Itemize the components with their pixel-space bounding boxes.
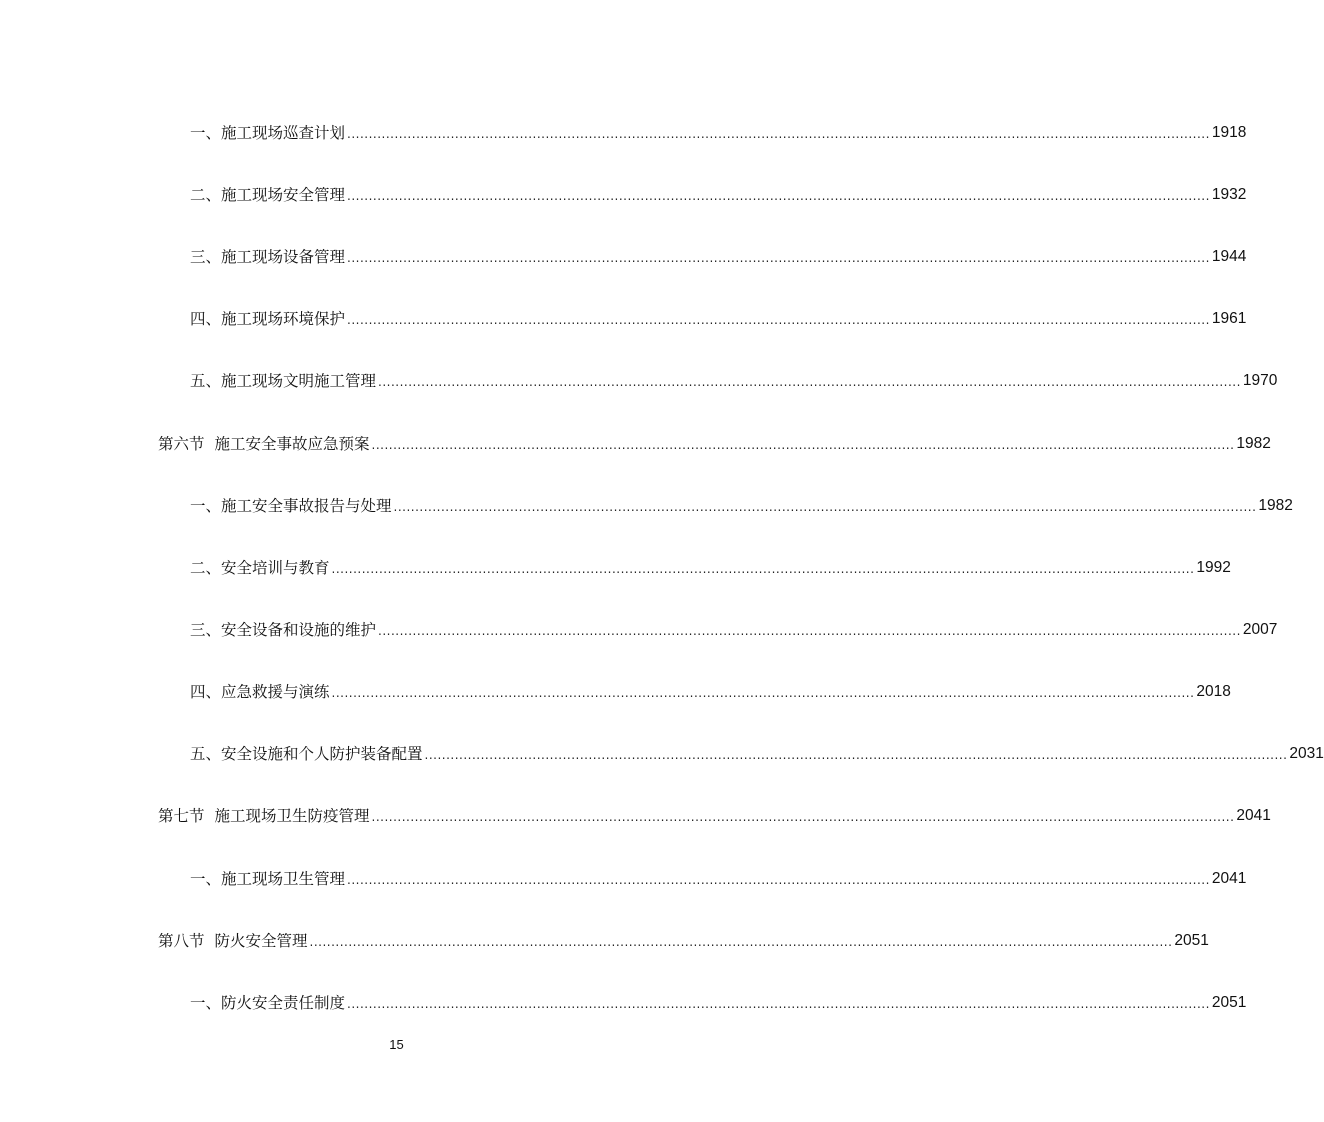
toc-entry[interactable]	[190, 989, 1247, 1013]
page-number: 15	[389, 1037, 404, 1052]
toc-entry-page: 2031	[1289, 745, 1324, 762]
toc-entry-title: 施工现场卫生防疫管理	[214, 807, 370, 825]
toc-entry[interactable]	[190, 119, 1247, 143]
toc-entry-prefix: 四、	[190, 310, 222, 328]
toc-entry-page: 2051	[1211, 994, 1247, 1011]
toc-entry-title: 施工现场卫生管理	[221, 870, 346, 888]
toc-entry-prefix: 三、	[190, 248, 222, 266]
toc-entry-page: 1932	[1211, 186, 1247, 203]
toc-entry-page: 1982	[1236, 435, 1271, 452]
toc-entry-title: 施工安全事故应急预案	[214, 435, 370, 453]
toc-entry-title: 施工现场设备管理	[221, 248, 346, 266]
toc-entry-page: 1992	[1196, 559, 1231, 576]
toc-entry-title: 施工现场巡查计划	[221, 124, 346, 142]
toc-entry-page: 1970	[1242, 372, 1278, 389]
dot-leader: ........................................................................................................................................................................................................	[424, 748, 1288, 762]
toc-entry-page: 2018	[1196, 683, 1231, 700]
toc-entry[interactable]	[190, 492, 1293, 516]
toc-entry-title: 施工安全事故报告与处理	[221, 497, 392, 515]
toc-entry-prefix: 二、	[190, 559, 222, 577]
toc-entry-prefix: 四、	[190, 683, 222, 701]
toc-entry[interactable]	[190, 305, 1247, 329]
toc-entry-prefix: 三、	[190, 621, 222, 639]
dot-leader: ........................................................................................................................................................................................................	[347, 251, 1210, 265]
toc-entry-title: 防火安全责任制度	[221, 994, 346, 1012]
toc-entry[interactable]	[190, 740, 1324, 764]
dot-leader: ........................................................................................................................................................................................................	[347, 313, 1210, 327]
toc-section-entry[interactable]	[158, 430, 1271, 454]
toc-entry-prefix: 一、	[190, 870, 222, 888]
toc-entry-prefix: 一、	[190, 124, 222, 142]
toc-entry[interactable]	[190, 367, 1278, 391]
toc-entry-page: 1918	[1211, 124, 1247, 141]
toc-entry-prefix: 第六节	[158, 435, 205, 453]
toc-entry[interactable]	[190, 678, 1231, 702]
dot-leader: ........................................................................................................................................................................................................	[309, 935, 1173, 949]
toc-entry-prefix: 二、	[190, 186, 222, 204]
dot-leader: ........................................................................................................................................................................................................	[371, 810, 1235, 824]
toc-entry[interactable]	[190, 865, 1247, 889]
toc-entry-page: 1982	[1258, 497, 1293, 514]
toc-entry[interactable]	[190, 554, 1231, 578]
toc-section-entry[interactable]	[158, 802, 1271, 826]
toc-entry-page: 1944	[1211, 248, 1247, 265]
toc-entry-prefix: 一、	[190, 497, 222, 515]
toc-section-entry[interactable]	[158, 927, 1209, 951]
dot-leader: ........................................................................................................................................................................................................	[347, 873, 1210, 887]
toc-entry-prefix: 五、	[190, 745, 222, 763]
toc-entry-title: 安全设备和设施的维护	[221, 621, 377, 639]
toc-entry-title: 安全培训与教育	[221, 559, 330, 577]
toc-entry-page: 2051	[1174, 932, 1209, 949]
toc-entry-prefix: 五、	[190, 372, 222, 390]
dot-leader: ........................................................................................................................................................................................................	[393, 500, 1257, 514]
dot-leader: ........................................................................................................................................................................................................	[331, 562, 1195, 576]
toc-entry-prefix: 第八节	[158, 932, 205, 950]
toc-entry[interactable]	[190, 181, 1247, 205]
toc-entry-title: 安全设施和个人防护装备配置	[221, 745, 423, 763]
toc-entry-page: 2007	[1242, 621, 1278, 638]
toc-entry-title: 施工现场文明施工管理	[221, 372, 377, 390]
dot-leader: ........................................................................................................................................................................................................	[371, 438, 1235, 452]
toc-entry-title: 防火安全管理	[214, 932, 308, 950]
toc-entry[interactable]	[190, 616, 1278, 640]
toc-entry-prefix: 第七节	[158, 807, 205, 825]
dot-leader: ........................................................................................................................................................................................................	[378, 624, 1241, 638]
dot-leader: ........................................................................................................................................................................................................	[331, 686, 1195, 700]
toc-entry-title: 应急救援与演练	[221, 683, 330, 701]
dot-leader: ........................................................................................................................................................................................................	[347, 189, 1210, 203]
dot-leader: ........................................................................................................................................................................................................	[347, 127, 1210, 141]
toc-entry-prefix: 一、	[190, 994, 222, 1012]
toc-entry-title: 施工现场安全管理	[221, 186, 346, 204]
dot-leader: ........................................................................................................................................................................................................	[347, 997, 1210, 1011]
toc-entry-page: 1961	[1211, 310, 1247, 327]
toc-entry-page: 2041	[1236, 807, 1271, 824]
toc-entry[interactable]	[190, 243, 1247, 267]
toc-entry-page: 2041	[1211, 870, 1247, 887]
dot-leader: ........................................................................................................................................................................................................	[378, 375, 1241, 389]
toc-entry-title: 施工现场环境保护	[221, 310, 346, 328]
